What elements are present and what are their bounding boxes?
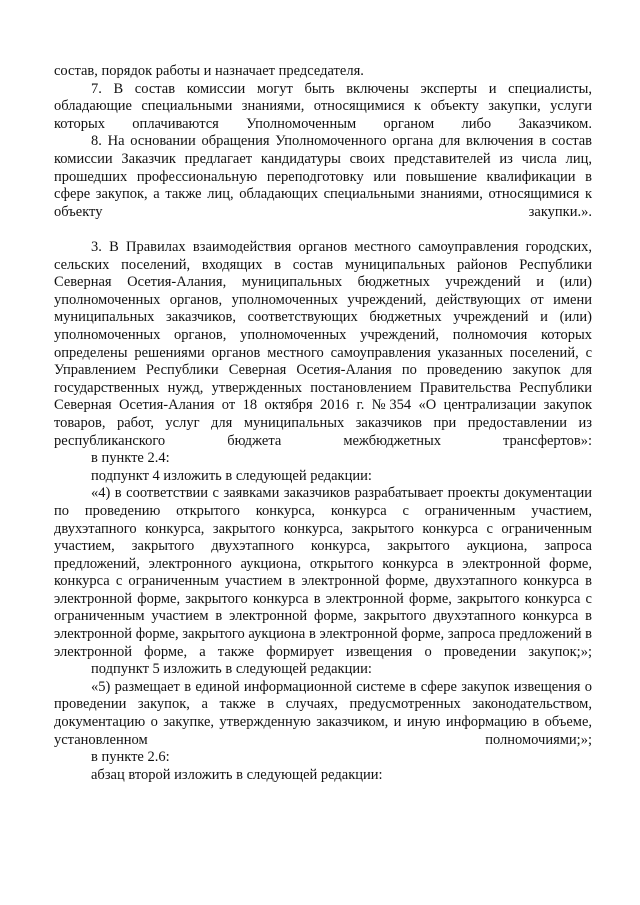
paragraph-item-3: 3. В Правилах взаимодействия органов местного самоуправления городских, сельских поселений, входящих в состав муниципальных районов Республики Северная Осетия-Алания, муниципальных бюджетных учреждений и (или) уполномоченных органов, уполномоченных учреждений, действующих от имени муниципальных заказчиков, соответствующих бюджетных учреждений и (или) уполномоченных органов, уполномоченных учреждений, полномочия которых определены решениями органов местного самоуправления указанных поселений, с Управлением Республики Северная Осетия-Алания по проведению закупок для государственных нужд, утвержденных постановлением Правительства Республики Северная Осетия-Алания от 18 октября 2016 г. №354 «О централизации закупок товаров, работ, услуг для муниципальных заказчиков при предоставлении из республиканского бюджета межбюджетных трансфертов»:: [54, 239, 592, 449]
subpoint-5-intro: подпункт 5 изложить в следующей редакции:: [91, 661, 372, 678]
top-section: [54, 63, 592, 221]
paragraph-item-7: 7. В состав комиссии могут быть включены эксперты и специалисты, обладающие специальными знаниями, относящимися к объекту закупки, услуги которых оплачиваются Уполномоченным органом либо Заказчиком.: [54, 80, 592, 132]
point-2-4-heading: в пункте 2.4:: [91, 450, 170, 467]
subpoint-4-intro: подпункт 4 изложить в следующей редакции:: [91, 467, 372, 484]
paragraph-2-intro: абзац второй изложить в следующей редакции:: [91, 766, 383, 783]
subpoint-4-text: «4) в соответствии с заявками заказчиков разрабатывает проекты документации по проведению открытого конкурса, конкурса с ограниченным участием, двухэтапного конкурса, закрытого конкурса, закрытого конкурса с ограниченным участием, закрытого двухэтапного конкурса, закрытого аукциона, запроса предложений, электронного аукциона, открытого конкурса в электронной форме, конкурса с ограниченным участием в электронной форме, двухэтапного конкурса в электронной форме, закрытого конкурса в электронной форме, закрытого конкурса с ограниченным участием в электронной форме, закрытого двухэтапного конкурса в электронной форме, закрытого аукциона в электронной форме, запроса предложений в электронной форме, а также формирует извещения о проведении закупок;»;: [54, 485, 592, 660]
amendment-section: [54, 239, 592, 784]
paragraph-continuation: состав, порядок работы и назначает председателя.: [54, 63, 364, 79]
paragraph-item-8: 8. На основании обращения Уполномоченного органа для включения в состав комиссии Заказчик предлагает кандидатуры своих представителей из числа лиц, прошедших профессиональную переподготовку или повышение квалификации в сфере закупок, а также лиц, обладающих специальными знаниями, относящимися к объекту закупки.».: [54, 133, 592, 220]
point-2-6-heading: в пункте 2.6:: [91, 749, 170, 766]
subpoint-5-text: «5) размещает в единой информационной системе в сфере закупок извещения о проведении закупок, а также в случаях, предусмотренных законодательством, документацию о закупке, утвержденную заказчиком, и иную информацию в объеме, установленном полномочиями;»;: [54, 678, 592, 748]
